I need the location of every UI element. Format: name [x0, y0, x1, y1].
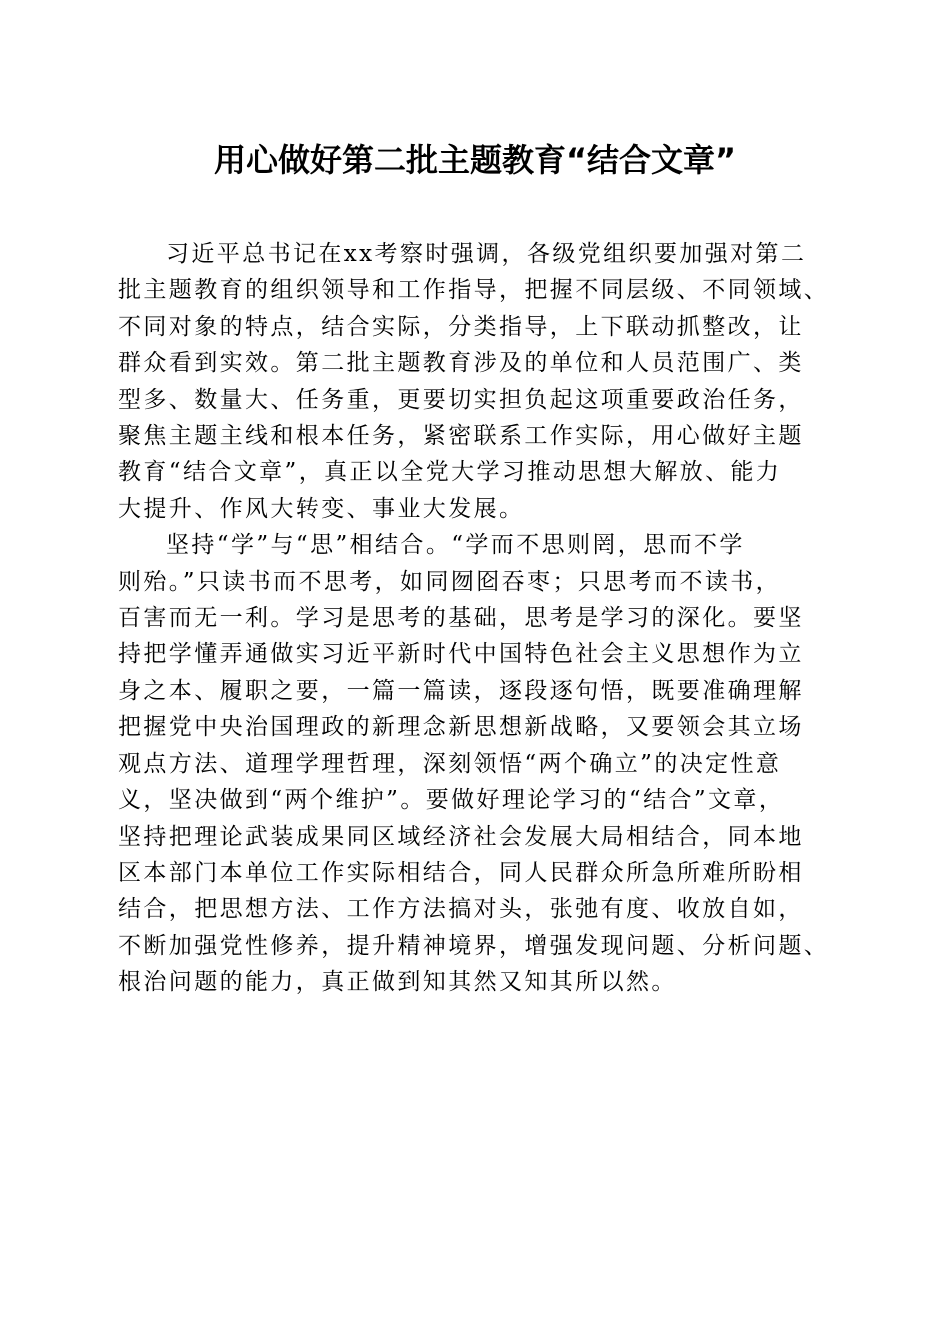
- document-body: [118, 236, 840, 1001]
- paragraph-line: 群众看到实效。第二批主题教育涉及的单位和人员范围广、类: [118, 350, 804, 377]
- paragraph-line: 习近平总书记在xx考察时强调，各级党组织要加强对第二: [166, 241, 807, 267]
- paragraph-line: 坚持“学”与“思”相结合。“学而不思则罔，思而不学: [166, 532, 745, 559]
- paragraph-line: 把握党中央治国理政的新理念新思想新战略，又要领会其立场: [118, 714, 804, 741]
- paragraph-line: 则殆。”只读书而不思考，如同囫囵吞枣；只思考而不读书，: [118, 568, 782, 595]
- paragraph-line: 身之本、履职之要，一篇一篇读，逐段逐句悟，既要准确理解: [118, 677, 804, 704]
- paragraph-line: 批主题教育的组织领导和工作指导，把握不同层级、不同领域、: [118, 277, 830, 304]
- paragraph-line: 不同对象的特点，结合实际，分类指导，上下联动抓整改，让: [118, 313, 804, 340]
- paragraph-line: 坚持把理论武装成果同区域经济社会发展大局相结合，同本地: [118, 823, 804, 850]
- paragraph-line: 教育“结合文章”，真正以全党大学习推动思想大解放、能力: [118, 459, 782, 486]
- paragraph-line: 百害而无一利。学习是思考的基础，思考是学习的深化。要坚: [118, 605, 804, 632]
- paragraph-line: 持把学懂弄通做实习近平新时代中国特色社会主义思想作为立: [118, 641, 804, 668]
- paragraph-line: 型多、数量大、任务重，更要切实担负起这项重要政治任务，: [118, 386, 804, 413]
- paragraph-1: [118, 236, 840, 527]
- paragraph-line: 聚焦主题主线和根本任务，紧密联系工作实际，用心做好主题: [118, 423, 804, 450]
- paragraph-line: 观点方法、道理学理哲理，深刻领悟“两个确立”的决定性意: [118, 750, 782, 777]
- paragraph-line: 不断加强党性修养，提升精神境界，增强发现问题、分析问题、: [118, 932, 830, 959]
- paragraph-line: 大提升、作风大转变、事业大发展。: [118, 495, 525, 522]
- paragraph-line: 结合，把思想方法、工作方法搞对头，张弛有度、收放自如，: [118, 896, 804, 923]
- paragraph-2: [118, 527, 840, 1000]
- paragraph-line: 根治问题的能力，真正做到知其然又知其所以然。: [118, 969, 677, 996]
- paragraph-line: 区本部门本单位工作实际相结合，同人民群众所急所难所盼相: [118, 859, 804, 886]
- document-title: 用心做好第二批主题教育“结合文章”: [213, 141, 737, 179]
- paragraph-line: 义，坚决做到“两个维护”。要做好理论学习的“结合”文章，: [118, 787, 785, 814]
